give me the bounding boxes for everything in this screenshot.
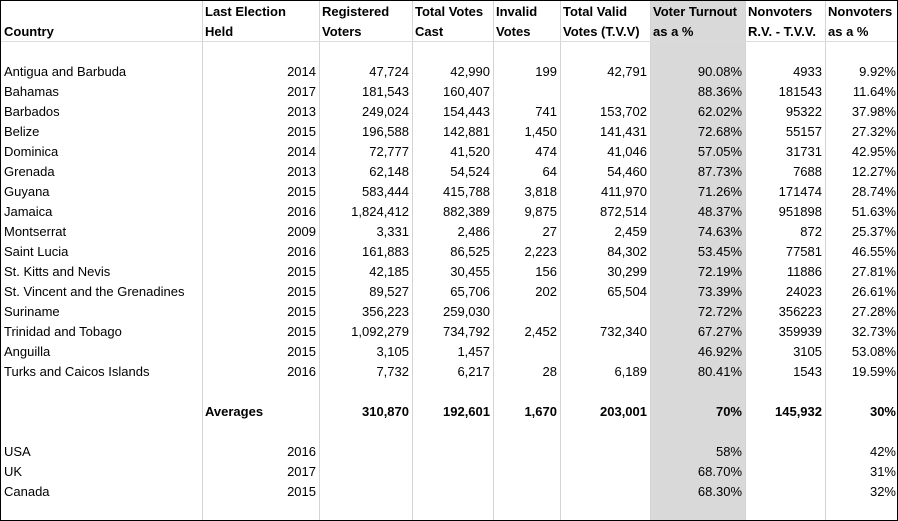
nonvoters-pct-cell[interactable]: 37.98% (851, 104, 896, 119)
invalid-cell[interactable]: 2,452 (524, 324, 557, 339)
year-cell[interactable]: 2014 (287, 144, 316, 159)
nonvoters-cell[interactable]: 181543 (778, 84, 822, 99)
invalid-cell[interactable]: 199 (535, 64, 557, 79)
country-cell[interactable]: Dominica (4, 144, 59, 159)
turnout-cell[interactable]: 68.30% (697, 484, 742, 499)
avg-invalid[interactable]: 1,670 (524, 404, 557, 419)
registered-cell[interactable]: 42,185 (369, 264, 409, 279)
nonvoters-cell[interactable]: 359939 (778, 324, 822, 339)
country-cell[interactable]: Barbados (4, 104, 60, 119)
turnout-cell[interactable]: 80.41% (697, 364, 742, 379)
year-cell[interactable]: 2015 (287, 124, 316, 139)
nonvoters-cell[interactable]: 24023 (785, 284, 822, 299)
header-cell[interactable]: Registered (322, 4, 390, 19)
year-cell[interactable]: 2009 (287, 224, 316, 239)
header-cell[interactable]: as a % (653, 24, 694, 39)
year-cell[interactable]: 2015 (287, 484, 316, 499)
year-cell[interactable]: 2016 (287, 244, 316, 259)
year-cell[interactable]: 2016 (287, 204, 316, 219)
table-row (1, 242, 898, 262)
registered-cell[interactable]: 3,331 (376, 224, 409, 239)
valid-cell[interactable] (560, 82, 650, 102)
valid-cell[interactable]: 141,431 (600, 124, 647, 139)
valid-cell[interactable]: 2,459 (614, 224, 647, 239)
registered-cell[interactable]: 1,092,279 (351, 324, 409, 339)
cast-cell[interactable]: 734,792 (443, 324, 490, 339)
turnout-cell[interactable]: 67.27% (697, 324, 742, 339)
nonvoters-pct-cell[interactable]: 46.55% (851, 244, 896, 259)
avg-turnout[interactable]: 70% (715, 404, 742, 419)
registered-cell[interactable]: 62,148 (369, 164, 409, 179)
nonvoters-cell[interactable]: 356223 (778, 304, 822, 319)
invalid-cell[interactable]: 28 (542, 364, 557, 379)
valid-cell[interactable]: 872,514 (600, 204, 647, 219)
registered-cell[interactable]: 3,105 (376, 344, 409, 359)
registered-cell[interactable]: 356,223 (362, 304, 409, 319)
country-cell[interactable]: UK (4, 464, 23, 479)
registered-cell[interactable]: 161,883 (362, 244, 409, 259)
valid-cell[interactable] (560, 342, 650, 362)
registered-cell[interactable]: 181,543 (362, 84, 409, 99)
nonvoters-pct-cell[interactable]: 26.61% (851, 284, 896, 299)
invalid-cell[interactable]: 3,818 (524, 184, 557, 199)
year-cell[interactable]: 2017 (287, 464, 316, 479)
invalid-cell[interactable] (493, 302, 560, 322)
header-cell[interactable]: Total Votes (415, 4, 484, 19)
nonvoters-cell[interactable]: 171474 (778, 184, 822, 199)
country-cell[interactable]: St. Kitts and Nevis (4, 264, 111, 279)
turnout-cell[interactable]: 74.63% (697, 224, 742, 239)
header-cell[interactable]: Cast (415, 24, 444, 39)
header-cell[interactable]: Voters (322, 24, 362, 39)
averages-label[interactable]: Averages (205, 404, 264, 419)
country-cell[interactable]: Saint Lucia (4, 244, 69, 259)
turnout-cell[interactable]: 72.68% (697, 124, 742, 139)
cast-cell[interactable]: 65,706 (450, 284, 490, 299)
nonvoters-cell[interactable]: 951898 (778, 204, 822, 219)
nonvoters-pct-cell[interactable]: 27.28% (851, 304, 896, 319)
registered-cell[interactable]: 583,444 (362, 184, 409, 199)
year-cell[interactable]: 2013 (287, 104, 316, 119)
cast-cell[interactable]: 41,520 (450, 144, 490, 159)
header-cell[interactable]: Voter Turnout (653, 4, 738, 19)
nonvoters-pct-cell[interactable]: 31% (869, 464, 896, 479)
header-cell[interactable]: R.V. - T.V.V. (748, 24, 816, 39)
valid-cell[interactable]: 411,970 (600, 184, 647, 199)
turnout-cell[interactable]: 53.45% (697, 244, 742, 259)
table-row (1, 222, 898, 242)
registered-cell[interactable]: 47,724 (369, 64, 409, 79)
valid-cell[interactable]: 65,504 (607, 284, 647, 299)
cast-cell[interactable]: 6,217 (457, 364, 490, 379)
valid-cell[interactable]: 732,340 (600, 324, 647, 339)
nonvoters-cell[interactable]: 7688 (793, 164, 822, 179)
nonvoters-cell[interactable]: 31731 (785, 144, 822, 159)
nonvoters-cell[interactable]: 11886 (786, 264, 822, 279)
table-row (1, 342, 898, 362)
nonvoters-pct-cell[interactable]: 42.95% (851, 144, 896, 159)
nonvoters-cell[interactable]: 3105 (793, 344, 822, 359)
country-cell[interactable]: Canada (4, 484, 50, 499)
year-cell[interactable]: 2015 (287, 184, 316, 199)
nonvoters-pct-cell[interactable]: 53.08% (851, 344, 896, 359)
cast-cell[interactable]: 86,525 (450, 244, 490, 259)
country-cell[interactable]: Jamaica (4, 204, 53, 219)
country-cell[interactable]: Grenada (4, 164, 55, 179)
table-row (1, 142, 898, 162)
nonvoters-cell[interactable]: 55157 (785, 124, 822, 139)
header-cell[interactable]: Total Valid (563, 4, 628, 19)
invalid-cell[interactable]: 156 (535, 264, 557, 279)
table-row (1, 322, 898, 342)
invalid-cell[interactable] (493, 342, 560, 362)
invalid-cell[interactable] (493, 82, 560, 102)
nonvoters-cell[interactable]: 95322 (785, 104, 822, 119)
header-cell[interactable]: Invalid (496, 4, 538, 19)
invalid-cell[interactable]: 27 (542, 224, 557, 239)
nonvoters-pct-cell[interactable]: 11.64% (852, 84, 896, 99)
valid-cell[interactable]: 42,791 (607, 64, 647, 79)
header-cell[interactable]: Votes (T.V.V) (563, 24, 640, 39)
nonvoters-pct-cell[interactable]: 32% (869, 484, 896, 499)
turnout-cell[interactable]: 90.08% (697, 64, 742, 79)
header-row-2 (1, 22, 898, 42)
invalid-cell[interactable]: 474 (535, 144, 557, 159)
turnout-cell[interactable]: 72.19% (697, 264, 742, 279)
header-cell[interactable]: Nonvoters (748, 4, 813, 19)
registered-cell[interactable]: 72,777 (369, 144, 409, 159)
year-cell[interactable]: 2015 (287, 264, 316, 279)
valid-cell[interactable]: 41,046 (607, 144, 647, 159)
turnout-cell[interactable]: 72.72% (697, 304, 742, 319)
cast-cell[interactable]: 30,455 (450, 264, 490, 279)
valid-cell[interactable]: 6,189 (614, 364, 647, 379)
invalid-cell[interactable]: 202 (535, 284, 557, 299)
country-cell[interactable]: Suriname (4, 304, 60, 319)
table-row (1, 62, 898, 82)
averages-row (1, 402, 898, 422)
invalid-cell[interactable]: 2,223 (524, 244, 557, 259)
cast-cell[interactable]: 415,788 (443, 184, 490, 199)
comparison-row (1, 462, 898, 482)
nonvoters-pct-cell[interactable]: 27.32% (851, 124, 896, 139)
nonvoters-pct-cell[interactable]: 51.63% (851, 204, 896, 219)
cast-cell[interactable]: 42,990 (450, 64, 490, 79)
cast-cell[interactable]: 1,457 (457, 344, 490, 359)
country-cell[interactable]: St. Vincent and the Grenadines (4, 284, 185, 299)
table-row (1, 122, 898, 142)
registered-cell[interactable]: 89,527 (369, 284, 409, 299)
nonvoters-cell[interactable]: 872 (800, 224, 822, 239)
invalid-cell[interactable]: 741 (535, 104, 557, 119)
country-cell[interactable]: Montserrat (4, 224, 67, 239)
turnout-cell[interactable]: 71.26% (697, 184, 742, 199)
table-row (1, 162, 898, 182)
valid-cell[interactable] (560, 302, 650, 322)
turnout-cell[interactable]: 87.73% (697, 164, 742, 179)
country-cell[interactable]: Belize (4, 124, 40, 139)
year-cell[interactable]: 2013 (287, 164, 316, 179)
turnout-cell[interactable]: 58% (715, 444, 742, 459)
header-row-1 (1, 2, 898, 22)
header-cell[interactable]: as a % (828, 24, 869, 39)
nonvoters-cell[interactable]: 77581 (785, 244, 822, 259)
cast-cell[interactable]: 2,486 (457, 224, 490, 239)
nonvoters-pct-cell[interactable]: 28.74% (851, 184, 896, 199)
country-cell[interactable]: Bahamas (4, 84, 59, 99)
valid-cell[interactable]: 84,302 (607, 244, 647, 259)
nonvoters-pct-cell[interactable]: 32.73% (851, 324, 896, 339)
turnout-cell[interactable]: 57.05% (697, 144, 742, 159)
avg-nonvoters[interactable]: 145,932 (775, 404, 822, 419)
invalid-cell[interactable]: 64 (542, 164, 557, 179)
table-row (1, 302, 898, 322)
header-cell[interactable] (1, 2, 202, 22)
avg-valid[interactable]: 203,001 (600, 404, 647, 419)
nonvoters-cell[interactable]: 1543 (793, 364, 822, 379)
cast-cell[interactable]: 54,524 (450, 164, 490, 179)
avg-nonvoters-pct[interactable]: 30% (869, 404, 896, 419)
comparison-row (1, 482, 898, 502)
table-row (1, 202, 898, 222)
turnout-cell[interactable]: 46.92% (697, 344, 742, 359)
valid-cell[interactable]: 153,702 (600, 104, 647, 119)
nonvoters-pct-cell[interactable]: 27.81% (851, 264, 896, 279)
header-cell[interactable]: Country (4, 24, 54, 39)
year-cell[interactable]: 2017 (287, 84, 316, 99)
year-cell[interactable]: 2015 (287, 304, 316, 319)
cast-cell[interactable]: 154,443 (443, 104, 490, 119)
valid-cell[interactable]: 30,299 (607, 264, 647, 279)
avg-cast[interactable]: 192,601 (443, 404, 490, 419)
cast-cell[interactable]: 882,389 (443, 204, 490, 219)
year-cell[interactable]: 2016 (287, 364, 316, 379)
country-cell[interactable]: Anguilla (4, 344, 51, 359)
year-cell[interactable]: 2015 (287, 344, 316, 359)
year-cell[interactable]: 2014 (287, 64, 316, 79)
country-cell[interactable]: Guyana (4, 184, 50, 199)
nonvoters-pct-cell[interactable]: 9.92% (859, 64, 896, 79)
year-cell[interactable]: 2016 (287, 444, 316, 459)
comparison-row (1, 442, 898, 462)
country-cell[interactable]: Trinidad and Tobago (4, 324, 122, 339)
year-cell[interactable]: 2015 (287, 284, 316, 299)
registered-cell[interactable]: 7,732 (376, 364, 409, 379)
cast-cell[interactable]: 259,030 (443, 304, 490, 319)
header-cell[interactable]: Votes (496, 24, 531, 39)
table-row (1, 282, 898, 302)
avg-registered[interactable]: 310,870 (362, 404, 409, 419)
turnout-cell[interactable]: 88.36% (697, 84, 742, 99)
nonvoters-pct-cell[interactable]: 19.59% (851, 364, 896, 379)
country-cell[interactable]: Turks and Caicos Islands (4, 364, 150, 379)
table-row (1, 362, 898, 382)
header-cell[interactable]: Nonvoters (828, 4, 893, 19)
registered-cell[interactable]: 249,024 (362, 104, 409, 119)
valid-cell[interactable]: 54,460 (607, 164, 647, 179)
table-row (1, 102, 898, 122)
nonvoters-pct-cell[interactable]: 12.27% (851, 164, 896, 179)
header-cell[interactable]: Held (205, 24, 234, 39)
year-cell[interactable]: 2015 (287, 324, 316, 339)
turnout-cell[interactable]: 73.39% (697, 284, 742, 299)
registered-cell[interactable]: 196,588 (362, 124, 409, 139)
nonvoters-pct-cell[interactable]: 25.37% (851, 224, 896, 239)
nonvoters-cell[interactable]: 4933 (793, 64, 822, 79)
invalid-cell[interactable]: 9,875 (524, 204, 557, 219)
cast-cell[interactable]: 142,881 (443, 124, 490, 139)
header-cell[interactable]: Last Election (205, 4, 286, 19)
turnout-cell[interactable]: 68.70% (697, 464, 742, 479)
country-cell[interactable]: USA (4, 444, 31, 459)
cast-cell[interactable]: 160,407 (443, 84, 490, 99)
country-cell[interactable]: Antigua and Barbuda (4, 64, 127, 79)
turnout-cell[interactable]: 48.37% (697, 204, 742, 219)
nonvoters-pct-cell[interactable]: 42% (869, 444, 896, 459)
invalid-cell[interactable]: 1,450 (524, 124, 557, 139)
table-row (1, 182, 898, 202)
table-row (1, 262, 898, 282)
registered-cell[interactable]: 1,824,412 (351, 204, 409, 219)
table-row (1, 82, 898, 102)
turnout-cell[interactable]: 62.02% (697, 104, 742, 119)
